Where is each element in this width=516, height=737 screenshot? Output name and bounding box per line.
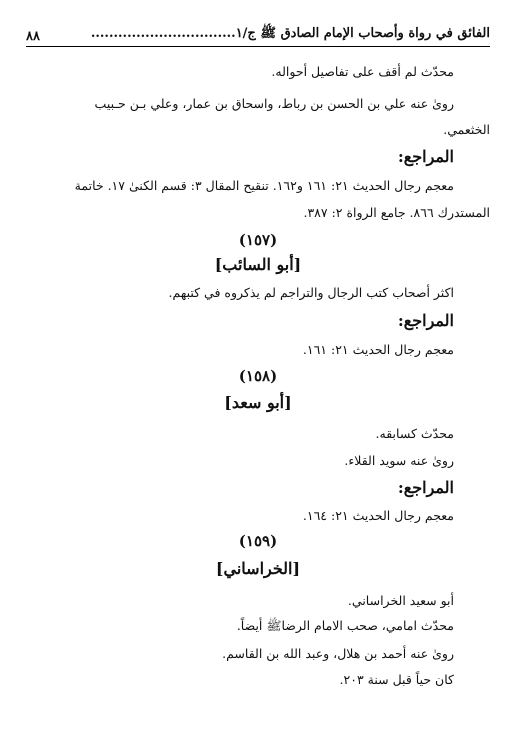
entry-title: [الخراساني] (215, 559, 301, 578)
running-header (26, 22, 490, 44)
references-line: معجم رجال الحديث ٢١: ١٦٤. (302, 508, 454, 523)
paragraph-line: أبو سعيد الخراساني. (347, 593, 454, 608)
header-title-text: الفائق في رواة وأصحاب الإمام الصادق ﷺ ج/١ (235, 26, 490, 41)
entry-title: [أبو السائب] (214, 255, 302, 274)
entry-number: (١٥٧) (238, 231, 278, 249)
entry-title: [أبو سعد] (224, 393, 292, 412)
entry-number: (١٥٩) (238, 532, 278, 550)
paragraph-line: روىٰ عنه سويد القلاء. (344, 453, 454, 468)
page-number: ٨٨ (26, 29, 40, 44)
references-line: المستدرك ٨٦٦. جامع الرواة ٢: ٣٨٧. (303, 205, 490, 220)
paragraph-line: محدّث امامي، صحب الامام الرضاﷺ أيضاً. (236, 618, 454, 633)
paragraph-line: محدّث كسابقه. (375, 426, 454, 441)
references-line: معجم رجال الحديث ٢١: ١٦١ و١٦٢. تنقيح المقال ٣: قسم الكنىٰ ١٧. خاتمة (74, 178, 454, 193)
header-rule (26, 46, 490, 47)
references-heading: المراجع: (397, 311, 454, 330)
header-leader-dots: ................................ (90, 26, 236, 41)
paragraph-line: روىٰ عنه علي بن الحسن بن رباط، واسحاق بن عمار، وعلي بـن حـبيب (94, 96, 454, 111)
paragraph-line: روىٰ عنه أحمد بن هلال، وعبد الله بن القاسم. (222, 646, 454, 661)
paragraph-line: الخثعمي. (443, 122, 490, 137)
header-title (91, 25, 490, 44)
paragraph-line: اكثر أصحاب كتب الرجال والتراجم لم يذكروه في كتبهم. (168, 285, 454, 300)
paragraph-line: محدّث لم أقف على تفاصيل أحواله. (271, 64, 454, 79)
paragraph-line: كان حياً قبل سنة ٢٠٣. (339, 672, 454, 687)
references-heading: المراجع: (397, 147, 454, 166)
references-line: معجم رجال الحديث ٢١: ١٦١. (302, 342, 454, 357)
references-heading: المراجع: (397, 478, 454, 497)
entry-number: (١٥٨) (238, 367, 278, 385)
